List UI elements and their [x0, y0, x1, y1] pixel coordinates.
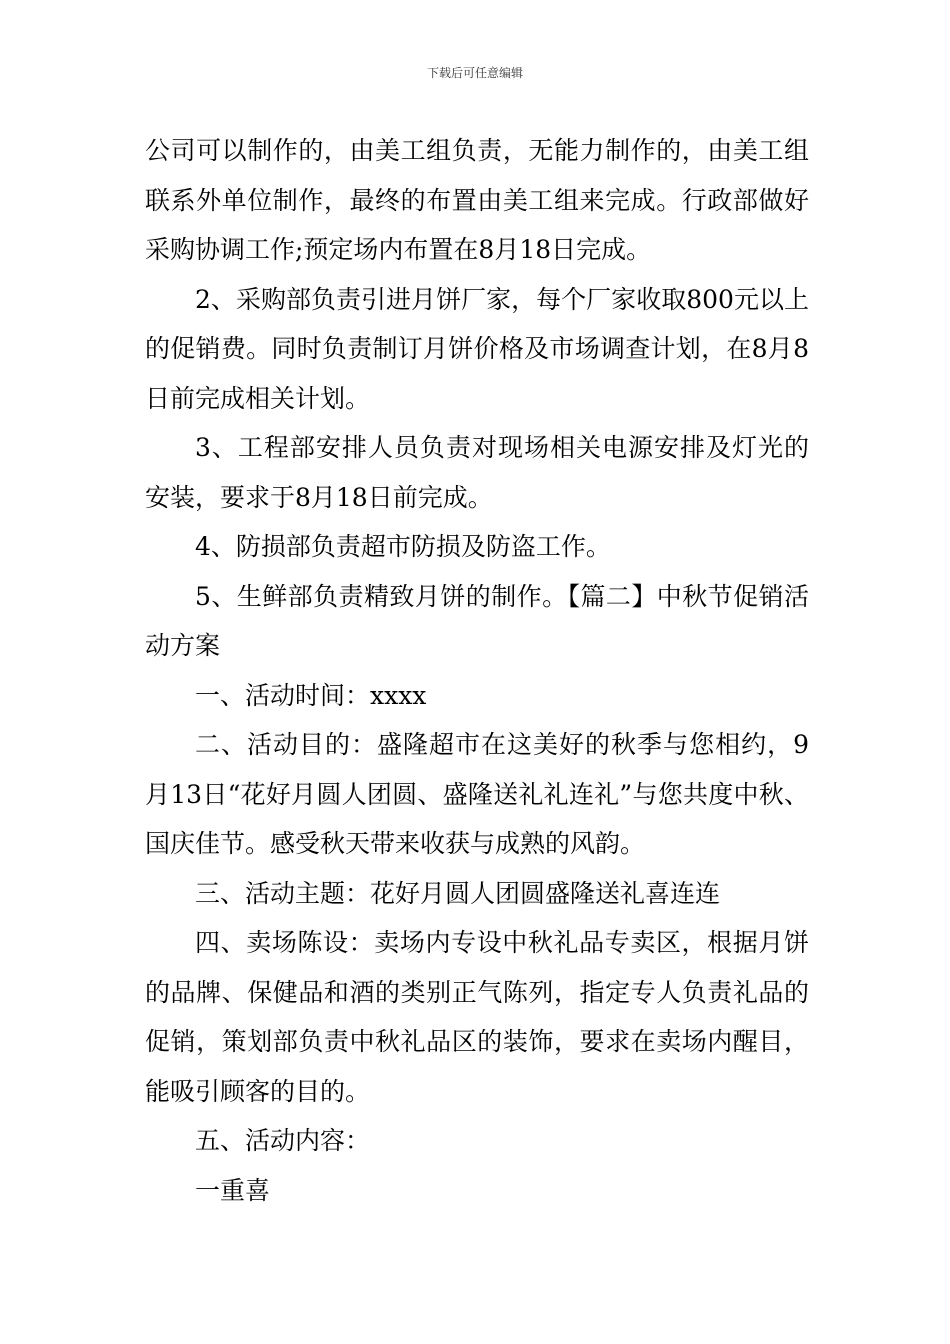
paragraph-10: 五、活动内容： [195, 1126, 371, 1155]
paragraph-4: 4、防损部负责超市防损及防盗工作。 [195, 532, 611, 561]
document-body [145, 126, 809, 1215]
paragraph-5: 5、生鲜部负责精致月饼的制作。【篇二】中秋节促销活动方案 [145, 581, 809, 660]
paragraph-8: 三、活动主题：花好月圆人团圆盛隆送礼喜连连 [195, 878, 721, 908]
paragraph-7: 二、活动目的：盛隆超市在这美好的秋季与您相约，9月13日“花好月圆人团圆、盛隆送礼礼连礼”与您共度中秋、国庆佳节。感受秋天带来收获与成熟的风韵。 [145, 730, 809, 858]
paragraph-6: 一、活动时间：xxxx [195, 680, 427, 710]
page-header-note: 下载后可任意编辑 [426, 66, 523, 80]
paragraph-9: 四、卖场陈设：卖场内专设中秋礼品专卖区，根据月饼的品牌、保健品和酒的类别正气陈列，指定专人负责礼品的促销，策划部负责中秋礼品区的装饰，要求在卖场内醒目，能吸引顾客的目的。 [145, 928, 809, 1106]
paragraph-3: 3、工程部安排人员负责对现场相关电源安排及灯光的安装，要求于8月18日前完成。 [145, 433, 809, 512]
paragraph-1: 公司可以制作的，由美工组负责，无能力制作的，由美工组联系外单位制作，最终的布置由美工组来完成。行政部做好采购协调工作;预定场内布置在8月18日完成。 [145, 136, 809, 264]
paragraph-2: 2、采购部负责引进月饼厂家，每个厂家收取800元以上的促销费。同时负责制订月饼价格及市场调查计划，在8月8日前完成相关计划。 [145, 284, 809, 413]
paragraph-11: 一重喜 [195, 1175, 271, 1205]
